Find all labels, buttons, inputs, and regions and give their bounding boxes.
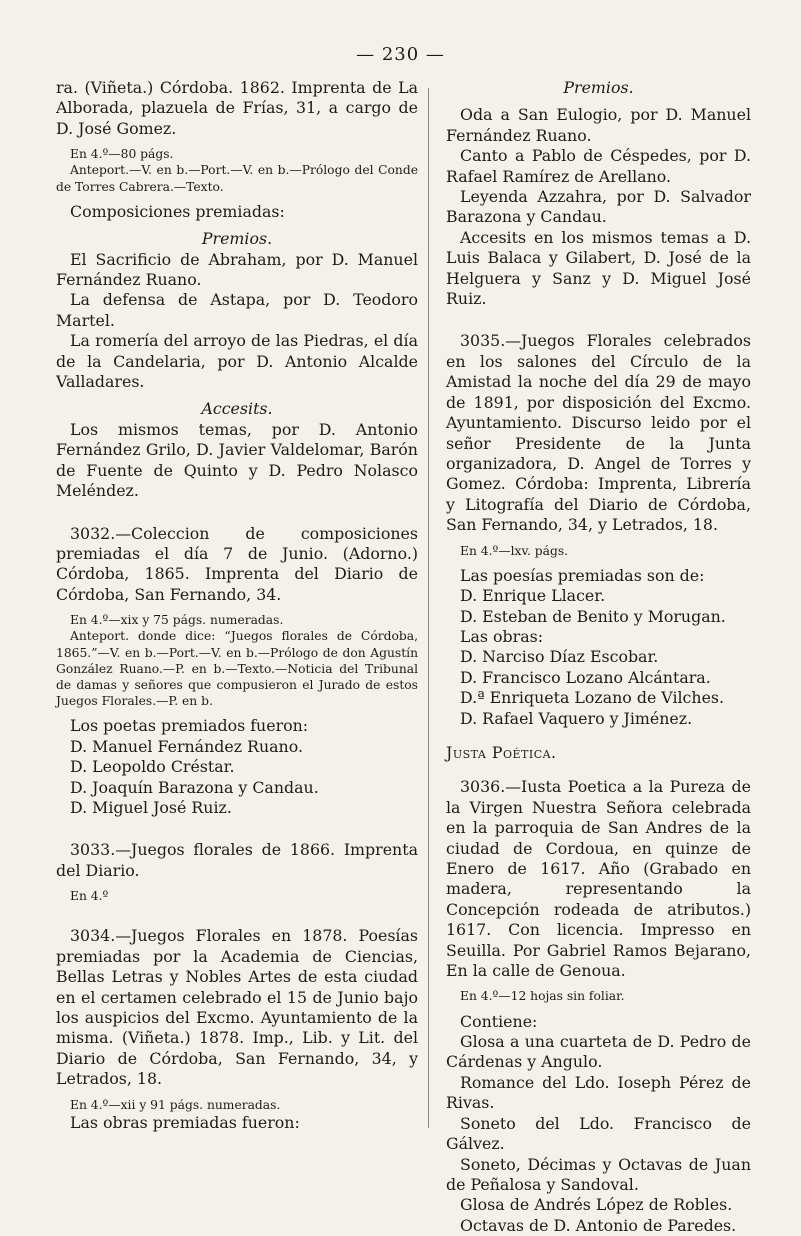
left-paragraph: Anteport.—V. en b.—Port.—V. en b.—Prólogo del Conde de Torres Cabrera.—Texto. <box>56 163 418 194</box>
right-paragraph: Las obras: <box>460 626 544 646</box>
right-paragraph: Las poesías premiadas son de: <box>460 565 705 585</box>
right-paragraph: Canto a Pablo de Céspedes, por D. Rafael Ramírez de Arellano. <box>446 146 751 186</box>
right-paragraph: D. Rafael Vaquero y Jiménez. <box>460 708 693 728</box>
column-divider <box>428 88 429 1128</box>
left-paragraph: La romería del arroyo de las Piedras, el día de la Candelaria, por D. Antonio Alcalde Valladares. <box>56 331 418 392</box>
right-paragraph: D. Enrique Llacer. <box>460 586 606 606</box>
left-paragraph: En 4.º—xix y 75 págs. numeradas. <box>70 613 284 628</box>
left-paragraph: El Sacrificio de Abraham, por D. Manuel Fernández Ruano. <box>56 249 418 290</box>
left-paragraph: Las obras premiadas fueron: <box>70 1112 300 1132</box>
left-paragraph: Premios. <box>201 229 273 249</box>
right-paragraph: D. Narciso Díaz Escobar. <box>460 647 659 667</box>
right-paragraph: En 4.º—12 hojas sin foliar. <box>460 989 625 1004</box>
left-paragraph: 3033.—Juegos florales de 1866. Imprenta del Diario. <box>56 840 418 880</box>
right-paragraph: Accesits en los mismos temas a D. Luis Balaca y Gilabert, D. José de la Helguera y Sanz y D. Miguel José Ruiz. <box>446 227 751 309</box>
right-paragraph: Leyenda Azzahra, por D. Salvador Barazona y Candau. <box>446 187 751 227</box>
right-paragraph: Octavas de D. Antonio de Paredes. <box>460 1215 737 1235</box>
right-paragraph: Premios. <box>563 78 634 97</box>
right-column <box>446 78 751 1236</box>
left-paragraph: En 4.º <box>70 889 109 904</box>
left-paragraph: Los poetas premiados fueron: <box>70 716 309 736</box>
left-paragraph: En 4.º—xii y 91 págs. numeradas. <box>70 1097 281 1112</box>
right-paragraph: D. Francisco Lozano Alcántara. <box>460 667 711 687</box>
left-paragraph: D. Manuel Fernández Ruano. <box>70 736 303 756</box>
right-paragraph: En 4.º—lxv. págs. <box>460 543 569 558</box>
left-paragraph: Los mismos temas, por D. Antonio Fernández Grilo, D. Javier Valdelomar, Barón de Fuente de Quinto y D. Pedro Nolasco Meléndez. <box>56 419 418 501</box>
left-paragraph: La defensa de Astapa, por D. Teodoro Martel. <box>56 290 418 330</box>
right-paragraph: Romance del Ldo. Ioseph Pérez de Rivas. <box>446 1072 751 1113</box>
page-number: — 230 — <box>356 44 445 65</box>
left-paragraph: D. Miguel José Ruiz. <box>70 797 232 817</box>
right-paragraph: 3035.—Juegos Florales celebrados en los salones del Círculo de la Amistad la noche del día 29 de mayo de 1891, por disposición del Excmo. Ayuntamiento. Discurso leido por el señor Presidente de la Junta organizadora, D. Angel de Torres y Gomez. Córdoba: Imprenta, Librería y Litografía del Diario de Córdoba, San Fernando, 34, y Letrados, 18. <box>446 331 751 535</box>
right-paragraph: 3036.—Iusta Poetica a la Pureza de la Virgen Nuestra Señora celebrada en la parroquia de San Andres de la ciudad de Cordoua, en quinze de Enero de 1617. Año (Grabado en madera, representando la Concepción rodeada de atributos.) 1617. Con licencia. Impresso en Seuilla. Por Gabriel Ramos Bejarano, En la calle de Genoua. <box>446 777 751 981</box>
left-paragraph: ra. (Viñeta.) Córdoba. 1862. Imprenta de La Alborada, plazuela de Frías, 31, a cargo de D. José Gomez. <box>56 78 418 138</box>
right-paragraph: Contiene: <box>460 1011 538 1031</box>
right-paragraph: D.ª Enriqueta Lozano de Vilches. <box>460 688 725 708</box>
right-paragraph: Soneto, Décimas y Octavas de Juan de Peñalosa y Sandoval. <box>446 1154 751 1194</box>
left-paragraph: 3032.—Coleccion de composiciones premiadas el día 7 de Junio. (Adorno.) Córdoba, 1865. Imprenta del Diario de Córdoba, San Fernando, 34. <box>56 523 418 604</box>
right-paragraph: Glosa de Andrés López de Robles. <box>460 1195 733 1215</box>
right-paragraph: D. Esteban de Benito y Morugan. <box>460 606 726 626</box>
right-paragraph: Soneto del Ldo. Francisco de Gálvez. <box>446 1113 751 1154</box>
left-paragraph: D. Joaquín Barazona y Candau. <box>70 777 319 797</box>
left-paragraph: Accesits. <box>201 399 273 419</box>
left-paragraph: 3034.—Juegos Florales en 1878. Poesías premiadas por la Academia de Ciencias, Bellas Letras y Nobles Artes de esta ciudad en el certamen celebrado el 15 de Junio bajo los auspicios del Excmo. Ayuntamiento de la misma. (Viñeta.) 1878. Imp., Lib. y Lit. del Diario de Córdoba, San Fernando, 34, y Letrados, 18. <box>56 926 418 1089</box>
left-paragraph: En 4.º—80 págs. <box>70 147 174 162</box>
left-column <box>56 78 418 1133</box>
right-paragraph: Justa Poética. <box>446 742 557 762</box>
left-paragraph: D. Leopoldo Créstar. <box>70 757 235 777</box>
right-paragraph: Glosa a una cuarteta de D. Pedro de Cárdenas y Angulo. <box>446 1032 751 1072</box>
left-paragraph: Composiciones premiadas: <box>70 201 285 221</box>
left-paragraph: Anteport. donde dice: “Juegos florales de Córdoba, 1865.”—V. en b.—Port.—V. en b.—Prólogo de don Agustín González Ruano.—P. en b.—Texto.—Noticia del Tribunal de damas y señores que compusieron el Jurado de estos Juegos Florales.—P. en b. <box>56 629 418 709</box>
right-paragraph: Oda a San Eulogio, por D. Manuel Fernández Ruano. <box>446 105 751 145</box>
